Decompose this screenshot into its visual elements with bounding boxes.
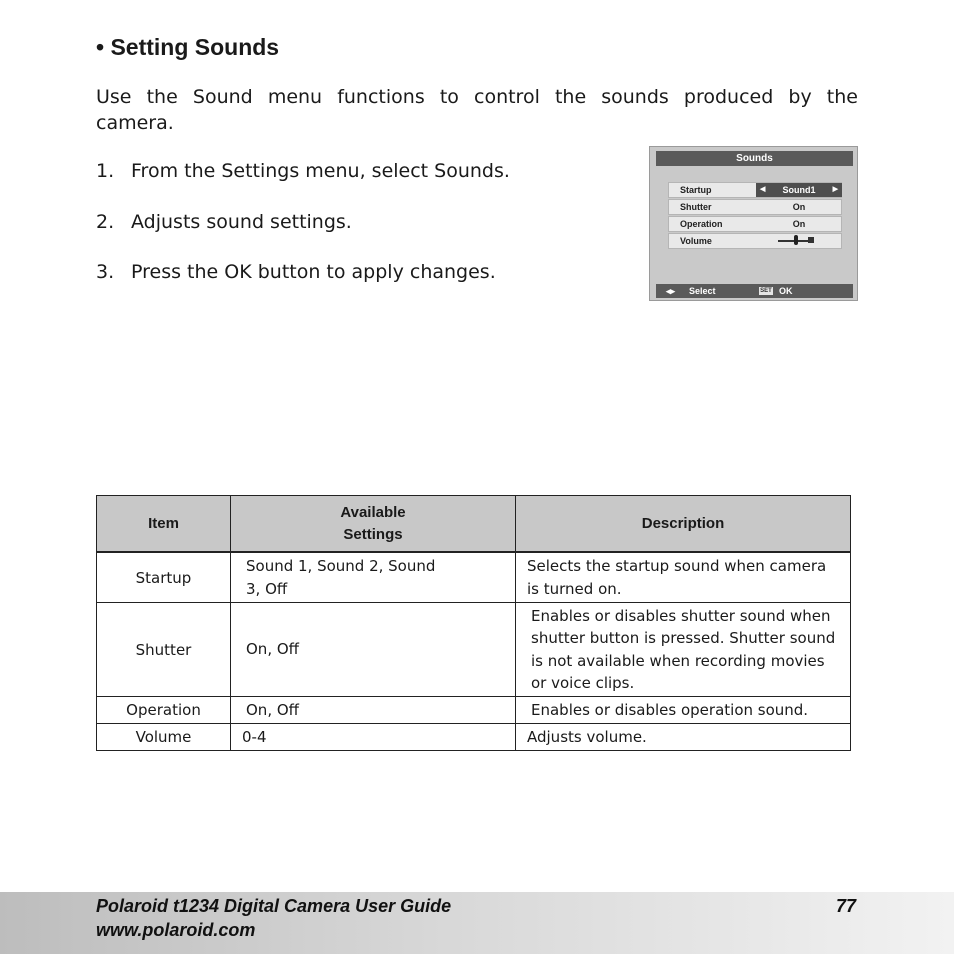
intro-paragraph: Use the Sound menu functions to control the sounds produced by the camera.: [96, 86, 858, 134]
camera-sounds-screen: [649, 146, 858, 301]
guide-title: Polaroid t1234 Digital Camera User Guide: [96, 896, 452, 916]
page-footer: [0, 892, 954, 954]
table-row: Operation On, Off Enables or disables operation sound.: [97, 697, 851, 724]
arrow-right-icon: ▶: [832, 186, 838, 193]
table-row: Shutter On, Off Enables or disables shutter sound when shutter button is pressed. Shutter sound is not available when recording movies or voice clips.: [97, 603, 851, 697]
header-description: Description: [516, 496, 851, 553]
page-number: 77: [836, 896, 857, 916]
screen-title: Sounds: [656, 151, 853, 166]
table-row: Volume 0-4 Adjusts volume.: [97, 724, 851, 751]
menu-row-operation[interactable]: Operation On: [668, 216, 842, 232]
volume-slider-end: [808, 237, 814, 243]
menu-row-shutter[interactable]: Shutter On: [668, 199, 842, 215]
step-item: 3. Press the OK button to apply changes.: [96, 261, 496, 283]
section-heading: • Setting Sounds: [96, 34, 280, 60]
screen-footer: ◂▸ Select SET OK: [656, 284, 853, 298]
menu-row-startup[interactable]: Startup ◀ Sound1 ▶: [668, 182, 842, 198]
step-item: 1. From the Settings menu, select Sounds.: [96, 160, 510, 182]
set-key-icon: SET: [760, 288, 772, 294]
sound-settings-table: [96, 495, 851, 751]
header-item: Item: [97, 496, 231, 553]
volume-slider-knob[interactable]: [794, 235, 798, 245]
table-header-row: [97, 496, 851, 553]
website-link[interactable]: www.polaroid.com: [96, 920, 256, 940]
arrow-left-icon: ◀: [760, 186, 766, 193]
startup-value: ◀ Sound1 ▶: [756, 183, 842, 197]
volume-slider[interactable]: [756, 234, 842, 248]
step-item: 2. Adjusts sound settings.: [96, 211, 352, 233]
header-available-settings: Available Settings: [231, 496, 516, 553]
navigate-arrows-icon: ◂▸: [666, 286, 676, 296]
menu-row-volume[interactable]: Volume: [668, 233, 842, 249]
sounds-menu: [668, 182, 842, 250]
table-row: Startup Sound 1, Sound 2, Sound 3, Off Selects the startup sound when camera is turned on.: [97, 552, 851, 603]
